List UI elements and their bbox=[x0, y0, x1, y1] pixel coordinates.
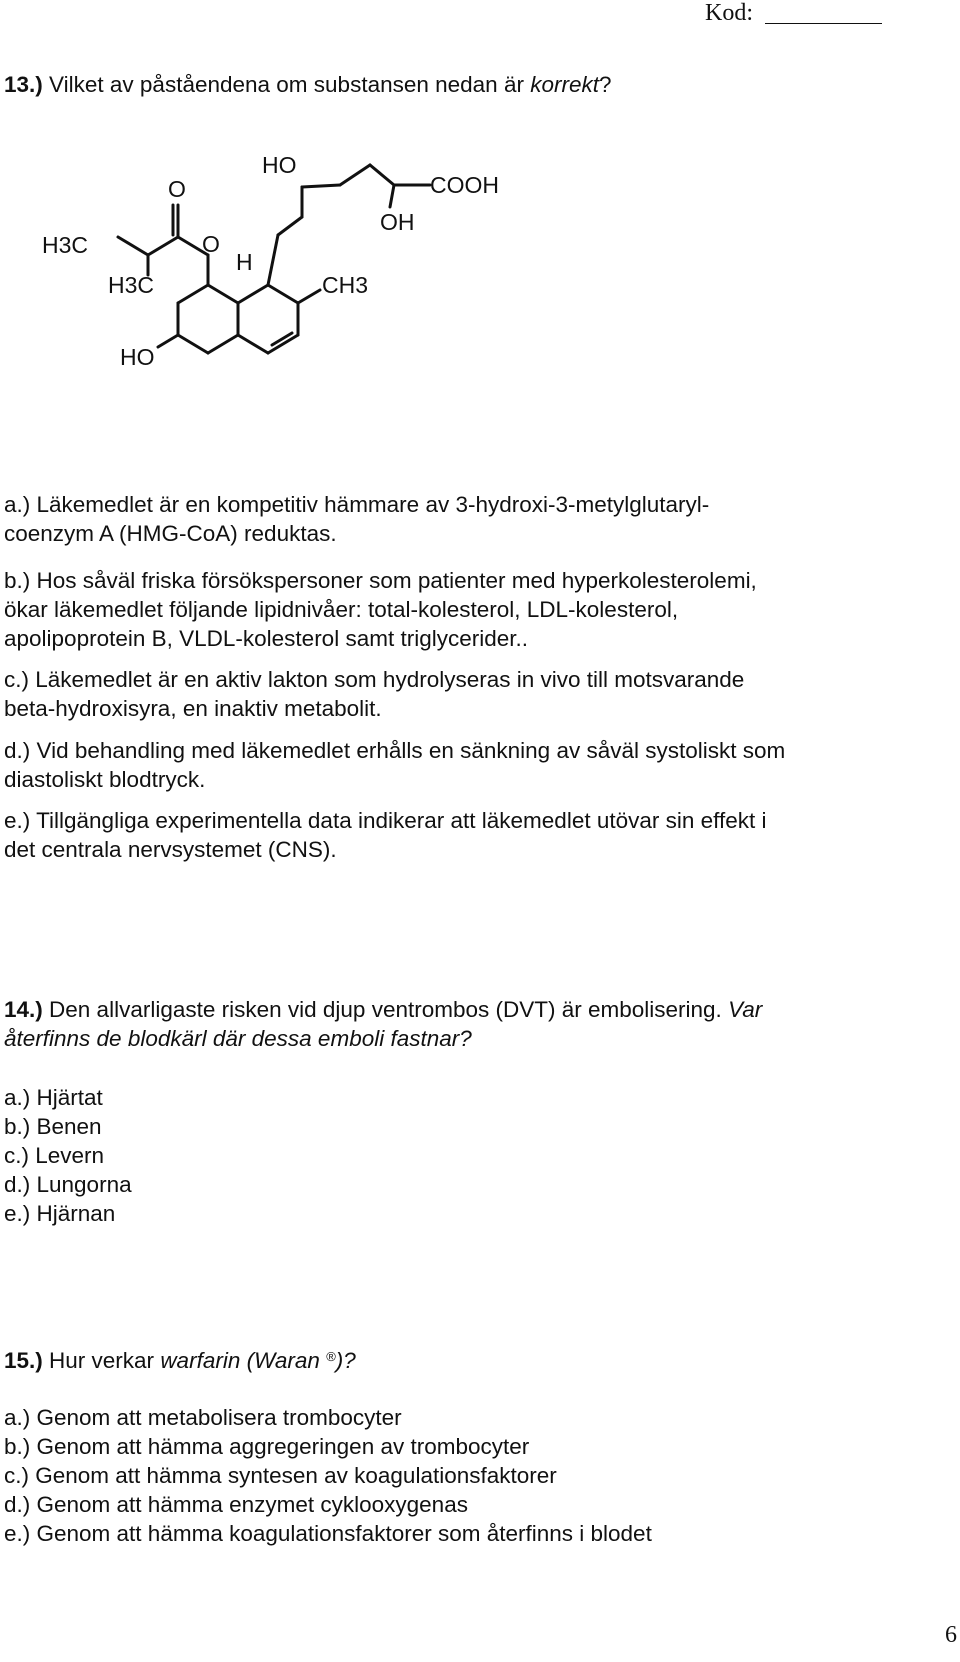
bond bbox=[158, 335, 178, 347]
q13-text: Vilket av påståendena om substansen nedan är bbox=[42, 72, 531, 97]
q15-text: Hur verkar bbox=[42, 1348, 161, 1373]
q13-option-b-line3: apolipoprotein B, VLDL-kolesterol samt triglycerider.. bbox=[4, 626, 528, 651]
ho-top-label: HO bbox=[262, 155, 297, 178]
bond bbox=[208, 335, 238, 353]
q14-text: Den allvarligaste risken vid djup ventrombos (DVT) är embolisering. bbox=[42, 997, 729, 1022]
page-number: 6 bbox=[945, 1622, 957, 1648]
q15-option-a: a.) Genom att metabolisera trombocyter bbox=[4, 1405, 402, 1430]
bond bbox=[268, 285, 298, 303]
bond bbox=[298, 290, 320, 303]
bond bbox=[278, 217, 302, 235]
q13-prompt bbox=[4, 70, 611, 99]
option-letter: b.) bbox=[4, 568, 31, 593]
q15-prompt bbox=[4, 1346, 356, 1375]
bond bbox=[118, 237, 148, 255]
q13-option-a-line2: coenzym A (HMG-CoA) reduktas. bbox=[4, 521, 337, 546]
q15-emphasis-end: )? bbox=[335, 1348, 356, 1373]
registered-mark: ® bbox=[326, 1349, 336, 1364]
kod-label: Kod: bbox=[705, 0, 753, 26]
bond bbox=[208, 285, 238, 303]
q13-text-end: ? bbox=[598, 72, 612, 97]
q13-option-c-line1 bbox=[4, 665, 744, 694]
bond bbox=[148, 237, 178, 255]
bond bbox=[268, 235, 278, 285]
q14-number: 14.) bbox=[4, 997, 43, 1022]
q14-option-e: e.) Hjärnan bbox=[4, 1201, 116, 1226]
q15-option-c: c.) Genom att hämma syntesen av koagulationsfaktorer bbox=[4, 1463, 557, 1488]
q13-option-c-line2: beta-hydroxisyra, en inaktiv metabolit. bbox=[4, 696, 382, 721]
oh-label: OH bbox=[380, 209, 415, 235]
bond bbox=[238, 285, 268, 303]
o-ester-label: O bbox=[202, 231, 220, 257]
q14-option-a: a.) Hjärtat bbox=[4, 1085, 103, 1110]
q15-number: 15.) bbox=[4, 1348, 43, 1373]
q13-option-b-line2: ökar läkemedlet följande lipidnivåer: total-kolesterol, LDL-kolesterol, bbox=[4, 597, 679, 622]
q13-number: 13.) bbox=[4, 72, 43, 97]
q14-option-c: c.) Levern bbox=[4, 1143, 105, 1168]
option-letter: e.) bbox=[4, 808, 31, 833]
q13-option-e-line1 bbox=[4, 806, 767, 835]
q14-option-b: b.) Benen bbox=[4, 1114, 102, 1139]
ho-bottom-label: HO bbox=[120, 344, 155, 370]
q14-emphasis-line2: återfinns de blodkärl där dessa emboli fastnar? bbox=[4, 1026, 472, 1051]
option-text: Läkemedlet är en aktiv lakton som hydrolyseras in vivo till motsvarande bbox=[29, 667, 745, 692]
bond bbox=[370, 165, 394, 185]
bond bbox=[178, 285, 208, 303]
bond bbox=[178, 335, 208, 353]
q15-option-b: b.) Genom att hämma aggregeringen av trombocyter bbox=[4, 1434, 530, 1459]
bond bbox=[390, 185, 394, 207]
q14-emphasis: Var bbox=[728, 997, 763, 1022]
q14-option-d: d.) Lungorna bbox=[4, 1172, 132, 1197]
q15-option-d: d.) Genom att hämma enzymet cyklooxygenas bbox=[4, 1492, 468, 1517]
q13-option-b-line1 bbox=[4, 566, 757, 595]
h3c-mid-label: H3C bbox=[108, 272, 155, 298]
bond bbox=[340, 165, 370, 185]
bond bbox=[238, 335, 268, 353]
option-letter: a.) bbox=[4, 492, 31, 517]
h3c-left-label: H3C bbox=[42, 232, 89, 258]
chemical-structure bbox=[40, 155, 560, 380]
q13-option-e-line2: det centrala nervsystemet (CNS). bbox=[4, 837, 337, 862]
q13-option-d-line1 bbox=[4, 736, 785, 765]
q13-emphasis: korrekt bbox=[530, 72, 599, 97]
h-ring-label: H bbox=[236, 249, 253, 275]
cooh-label: COOH bbox=[430, 172, 499, 198]
option-letter: d.) bbox=[4, 738, 31, 763]
q14-prompt-line2 bbox=[4, 1024, 472, 1053]
q15-option-e: e.) Genom att hämma koagulationsfaktorer som återfinns i blodet bbox=[4, 1521, 652, 1546]
q13-option-d-line2: diastoliskt blodtryck. bbox=[4, 767, 206, 792]
kod-blank-line bbox=[765, 23, 882, 24]
q14-prompt bbox=[4, 995, 762, 1024]
option-text: Tillgängliga experimentella data indikerar att läkemedlet utövar sin effekt i bbox=[30, 808, 767, 833]
option-text: Hos såväl friska försökspersoner som patienter med hyperkolesterolemi, bbox=[30, 568, 757, 593]
o-carbonyl-label: O bbox=[168, 176, 186, 202]
option-letter: c.) bbox=[4, 667, 29, 692]
q13-option-a-line1 bbox=[4, 490, 709, 519]
q15-emphasis: warfarin (Waran bbox=[160, 1348, 327, 1373]
option-text: Läkemedlet är en kompetitiv hämmare av 3-hydroxi-3-metylglutaryl- bbox=[30, 492, 710, 517]
bond bbox=[302, 185, 340, 187]
ch3-label: CH3 bbox=[322, 272, 369, 298]
option-text: Vid behandling med läkemedlet erhålls en sänkning av såväl systoliskt som bbox=[30, 738, 786, 763]
